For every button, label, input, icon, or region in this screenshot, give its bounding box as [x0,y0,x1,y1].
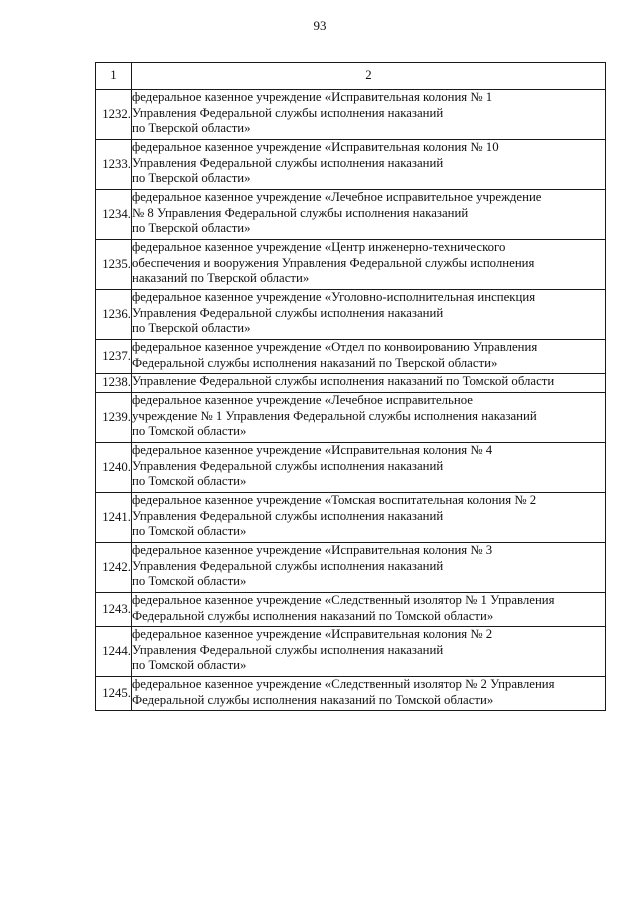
institution-name-line: федеральное казенное учреждение «Исправительная колония № 2 [132,627,493,641]
institution-name-line: Управления Федеральной службы исполнения наказаний [132,458,444,473]
institution-name-line: учреждение № 1 Управления Федеральной службы исполнения наказаний [132,408,537,423]
row-number: 1240. [96,443,132,493]
institution-name [132,240,606,290]
institution-name [132,190,606,240]
row-number: 1242. [96,543,132,593]
table-body [96,90,606,711]
institution-name-line: федеральное казенное учреждение «Лечебное исправительное [132,393,473,407]
row-number: 1235. [96,240,132,290]
institution-name-line: федеральное казенное учреждение «Центр инженерно-технического [132,240,506,254]
row-number: 1244. [96,627,132,677]
institution-name [132,90,606,140]
page-number: 93 [313,18,327,33]
table-row [96,140,606,190]
row-number: 1245. [96,677,132,711]
table-row [96,90,606,140]
table-row [96,627,606,677]
institution-name [132,493,606,543]
institution-name-line: обеспечения и вооружения Управления Федеральной службы исполнения [132,255,535,270]
institution-name-line: федеральное казенное учреждение «Исправительная колония № 10 [132,140,499,154]
institution-name-line: Управления Федеральной службы исполнения наказаний [132,105,444,120]
institution-name-line: по Тверской области» [132,121,251,135]
institution-name-line: Управление Федеральной службы исполнения наказаний по Томской области [132,374,555,388]
table-row [96,677,606,711]
row-number: 1238. [96,374,132,393]
institution-name-line: Управления Федеральной службы исполнения наказаний [132,558,444,573]
institution-name-line: федеральное казенное учреждение «Отдел по конвоированию Управления [132,340,538,354]
institution-name-line: Управления Федеральной службы исполнения наказаний [132,642,444,657]
institution-name-line: Федеральной службы исполнения наказаний по Томской области» [132,608,494,623]
row-number: 1241. [96,493,132,543]
institution-name-line: по Томской области» [132,658,247,672]
institution-name-line: Федеральной службы исполнения наказаний по Томской области» [132,692,494,707]
table-row [96,543,606,593]
table-header-row [96,63,606,90]
table-row [96,290,606,340]
row-number: 1233. [96,140,132,190]
institution-name-line: наказаний по Тверской области» [132,271,310,285]
row-number: 1232. [96,90,132,140]
institution-name-line: Управления Федеральной службы исполнения наказаний [132,305,444,320]
institution-name-line: федеральное казенное учреждение «Лечебное исправительное учреждение [132,190,542,204]
institution-name-line: по Томской области» [132,424,247,438]
institution-name-line: федеральное казенное учреждение «Исправительная колония № 3 [132,543,493,557]
institution-name-line: Управления Федеральной службы исполнения наказаний [132,155,444,170]
institution-name-line: федеральное казенное учреждение «Исправительная колония № 4 [132,443,493,457]
institution-name [132,543,606,593]
table-row [96,493,606,543]
row-number: 1236. [96,290,132,340]
institution-name-line: по Тверской области» [132,321,251,335]
table-row [96,374,606,393]
institution-name [132,677,606,711]
institution-name-line: федеральное казенное учреждение «Следственный изолятор № 1 Управления [132,593,555,607]
institution-name-line: федеральное казенное учреждение «Следственный изолятор № 2 Управления [132,677,555,691]
institution-name-line: Управления Федеральной службы исполнения наказаний [132,508,444,523]
column-header-number: 1 [96,63,132,90]
institution-name-line: федеральное казенное учреждение «Уголовно-исполнительная инспекция [132,290,536,304]
row-number: 1234. [96,190,132,240]
institution-name-line: по Томской области» [132,574,247,588]
institutions-table [95,62,606,711]
table-row [96,393,606,443]
institution-name [132,340,606,374]
institution-name [132,140,606,190]
institution-name-line: по Томской области» [132,524,247,538]
institution-name [132,290,606,340]
institution-name-line: по Томской области» [132,474,247,488]
table-row [96,190,606,240]
row-number: 1237. [96,340,132,374]
institution-name-line: федеральное казенное учреждение «Томская воспитательная колония № 2 [132,493,537,507]
institution-name [132,374,606,393]
table-row [96,240,606,290]
institution-name-line: № 8 Управления Федеральной службы исполнения наказаний [132,205,469,220]
table-row [96,443,606,493]
row-number: 1243. [96,593,132,627]
row-number: 1239. [96,393,132,443]
column-header-name: 2 [132,63,606,90]
institution-name-line: федеральное казенное учреждение «Исправительная колония № 1 [132,90,493,104]
institution-name-line: по Тверской области» [132,221,251,235]
institution-name [132,393,606,443]
institution-name [132,443,606,493]
table-row [96,340,606,374]
institution-name [132,593,606,627]
table-row [96,593,606,627]
institution-name-line: по Тверской области» [132,171,251,185]
institution-name-line: Федеральной службы исполнения наказаний по Тверской области» [132,355,498,370]
institution-name [132,627,606,677]
